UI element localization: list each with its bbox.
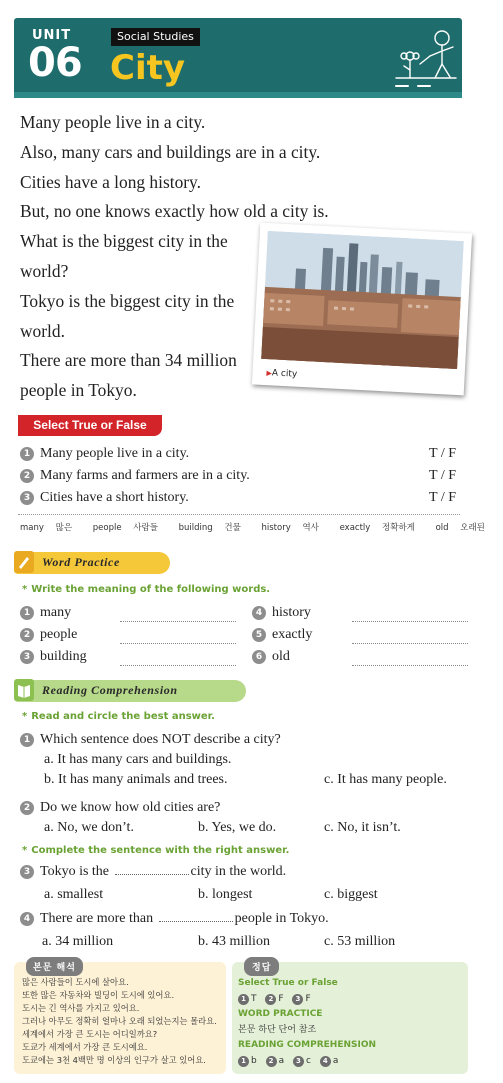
wp-word-text: old (272, 649, 290, 664)
question-stem: Which sentence does NOT describe a city? (40, 732, 281, 747)
vocab-ko: 오래된 (460, 523, 485, 533)
wp-word-text: people (40, 627, 78, 642)
answer-number: 1 (238, 994, 249, 1005)
story-line: But, no one knows exactly how old a city is. (20, 201, 329, 222)
answer-tf-row (238, 992, 376, 1008)
instruction-text: Complete the sentence with the right answer. (31, 845, 290, 856)
photo-caption-text: A city (271, 368, 298, 380)
vocab-en: history (261, 523, 291, 533)
item-number: 4 (252, 606, 266, 620)
answer-pair (320, 1056, 339, 1066)
wp-answer-line[interactable] (120, 621, 236, 622)
answer-number: 2 (266, 1056, 277, 1067)
vocab-entry (436, 523, 494, 533)
book-icon (14, 679, 34, 701)
option-c[interactable]: c. biggest (324, 887, 378, 902)
question-3 (20, 862, 470, 905)
wp-word-text: exactly (272, 627, 313, 642)
translation-line: 많은 사람들이 도시에 살아요. (22, 977, 129, 987)
vocab-entry (93, 523, 167, 533)
tf-item (20, 465, 460, 487)
question-4 (20, 909, 470, 952)
translation-lines (22, 976, 217, 1067)
tf-choice[interactable]: T / F (429, 446, 456, 461)
option-a[interactable]: a. smallest (44, 887, 104, 902)
vocab-en: building (178, 523, 213, 533)
tf-item (20, 487, 460, 509)
star-icon: * (22, 711, 28, 722)
story-line: Tokyo is the biggest city in the (20, 290, 235, 311)
story-line: people in Tokyo. (20, 380, 137, 401)
answer-key-lines (238, 976, 376, 1069)
reading-instruction-2 (22, 845, 289, 856)
answer-pair (265, 994, 283, 1004)
vocab-entry (179, 523, 250, 533)
tf-statement: Cities have a short history. (40, 490, 189, 505)
answer-key-heading: 정답 (244, 957, 279, 976)
story-line: Many people live in a city. (20, 112, 206, 132)
tf-statement: Many people live in a city. (40, 446, 190, 461)
item-number: 2 (20, 469, 34, 483)
wp-word (20, 627, 77, 643)
wp-answer-line[interactable] (352, 665, 468, 666)
wp-answer-line[interactable] (352, 643, 468, 644)
answer-value: a (278, 1055, 285, 1066)
vocab-entry (340, 523, 424, 533)
answer-wp-heading: WORD PRACTICE (238, 1009, 323, 1019)
answer-blank[interactable] (159, 910, 233, 922)
story-line: Cities have a long history. (20, 171, 201, 192)
option-a[interactable]: a. 34 million (42, 934, 114, 949)
answer-value: a (332, 1055, 339, 1066)
story-line: world? (20, 260, 69, 281)
unit-header (14, 18, 462, 98)
unit-number: 06 (28, 40, 82, 86)
answer-options (20, 750, 470, 770)
translation-line: 도시는 긴 역사를 가지고 있어요. (22, 1003, 140, 1013)
word-practice-banner (14, 552, 170, 574)
option-c[interactable]: c. No, it isn’t. (324, 820, 401, 835)
question-text (20, 798, 470, 818)
star-icon: * (22, 584, 28, 595)
wp-answer-line[interactable] (120, 665, 236, 666)
answer-value: b (251, 1055, 257, 1066)
header-band (14, 92, 462, 98)
vocab-ko: 많은 (55, 523, 73, 533)
instruction-text: Write the meaning of the following words. (31, 584, 271, 595)
tf-choice[interactable]: T / F (429, 468, 456, 483)
answer-number: 1 (238, 1056, 249, 1067)
question-text (20, 730, 470, 750)
vocab-ko: 사람들 (133, 523, 158, 533)
answer-pair (293, 1056, 311, 1066)
vocab-entry (20, 523, 81, 533)
item-number: 6 (252, 650, 266, 664)
item-number: 2 (20, 801, 34, 815)
option-c[interactable]: c. It has many people. (324, 772, 447, 787)
answer-number: 3 (292, 994, 303, 1005)
question-text (20, 909, 470, 929)
unit-title: City (110, 48, 186, 88)
city-skyline-image (261, 231, 463, 369)
question-2 (20, 798, 470, 838)
item-number: 1 (20, 733, 34, 747)
vocab-en: many (20, 523, 44, 533)
item-number: 1 (20, 606, 34, 620)
answer-pair (266, 1056, 285, 1066)
vocab-entry (262, 523, 328, 533)
translation-line: 도쿄에는 3천 4백만 명 이상의 인구가 살고 있어요. (22, 1055, 206, 1065)
wp-word (252, 649, 290, 665)
answer-value: c (305, 1055, 311, 1066)
story-line: world. (20, 320, 65, 341)
answer-key-box (232, 962, 468, 1074)
divider (18, 514, 460, 515)
answer-number: 3 (293, 1056, 304, 1067)
instruction-text: Read and circle the best answer. (31, 711, 215, 722)
star-icon: * (22, 845, 28, 856)
wp-word-text: history (272, 605, 311, 620)
vocab-en: exactly (339, 523, 371, 533)
answer-pair (292, 994, 310, 1004)
translation-line: 도쿄가 세계에서 가장 큰 도시예요. (22, 1042, 148, 1052)
vocab-glossary (20, 521, 503, 533)
option-c[interactable]: c. 53 million (324, 934, 396, 949)
wp-word (252, 627, 312, 643)
story-line: There are more than 34 million (20, 350, 237, 371)
reading-title: Reading Comprehension (42, 683, 178, 697)
story-line: What is the biggest city in the (20, 231, 228, 252)
answer-options (20, 885, 470, 905)
answer-options (20, 770, 470, 790)
reading-instruction-1 (22, 711, 215, 722)
question-stem-start: There are more than (40, 911, 154, 926)
answer-value: F (305, 993, 311, 1004)
item-number: 4 (20, 912, 34, 926)
subject-badge: Social Studies (111, 28, 200, 46)
item-number: 3 (20, 650, 34, 664)
option-a[interactable]: a. No, we don’t. (44, 820, 134, 835)
answer-options (20, 932, 470, 952)
pencil-icon (14, 551, 34, 573)
reading-banner (14, 680, 246, 702)
wp-word (20, 605, 71, 621)
question-stem-end: people in Tokyo. (234, 911, 329, 926)
translation-line: 세계에서 가장 큰 도시는 어디일까요? (22, 1029, 158, 1039)
question-1 (20, 730, 470, 790)
tf-statement: Many farms and farmers are in a city. (40, 468, 250, 483)
true-false-list (20, 443, 460, 509)
item-number: 1 (20, 447, 34, 461)
answer-pair (238, 994, 257, 1004)
translation-heading: 본문 해석 (26, 957, 83, 976)
word-practice-title: Word Practice (42, 555, 120, 569)
wp-answer-line[interactable] (352, 621, 468, 622)
unit-label: UNIT (32, 28, 72, 43)
option-b[interactable]: b. 43 million (198, 934, 270, 949)
question-stem: Do we know how old cities are? (40, 800, 221, 815)
answer-blank[interactable] (115, 863, 189, 875)
answer-value: T (251, 993, 257, 1004)
tf-item (20, 443, 460, 465)
option-a[interactable]: a. It has many cars and buildings. (44, 752, 232, 767)
question-text (20, 862, 470, 882)
city-photo-frame (252, 223, 472, 396)
word-practice-instruction (22, 584, 270, 595)
answer-options (20, 818, 470, 838)
vocab-ko: 역사 (302, 523, 319, 533)
vocab-ko: 정확하게 (382, 523, 415, 533)
wp-word (252, 605, 311, 621)
answer-number: 4 (320, 1056, 331, 1067)
caption-triangle-icon: ▶ (266, 369, 273, 378)
answer-wp-note: 본문 하단 단어 참조 (238, 1024, 317, 1035)
kid-doodle-icon (390, 26, 460, 92)
item-number: 3 (20, 491, 34, 505)
vocab-en: people (92, 523, 122, 533)
city-photo (261, 231, 463, 369)
option-b[interactable]: b. It has many animals and trees. (44, 772, 228, 787)
vocab-ko: 건물 (224, 523, 241, 533)
answer-tf-heading: Select True or False (238, 978, 338, 988)
true-false-label: Select True or False (18, 415, 162, 436)
story-line: Also, many cars and buildings are in a city. (20, 141, 321, 162)
bottom-section (14, 962, 468, 1074)
option-b[interactable]: b. Yes, we do. (198, 820, 277, 835)
wp-word-text: building (40, 649, 87, 664)
option-b[interactable]: b. longest (198, 887, 253, 902)
answer-number: 2 (265, 994, 276, 1005)
translation-box (14, 962, 226, 1074)
translation-line: 또한 많은 자동차와 빌딩이 도시에 있어요. (22, 990, 175, 1000)
item-number: 3 (20, 865, 34, 879)
question-stem-end: city in the world. (190, 864, 287, 879)
answer-rc-heading: READING COMPREHENSION (238, 1040, 377, 1050)
translation-line: 그러나 아무도 정확히 얼마나 오래 되었는지는 몰라요. (22, 1016, 217, 1026)
answer-value: F (278, 993, 284, 1004)
item-number: 5 (252, 628, 266, 642)
tf-choice[interactable]: T / F (429, 490, 456, 505)
vocab-en: old (435, 523, 449, 533)
wp-word-text: many (40, 605, 72, 620)
question-stem-start: Tokyo is the (40, 864, 110, 879)
item-number: 2 (20, 628, 34, 642)
photo-caption (266, 368, 297, 380)
answer-pair (238, 1056, 257, 1066)
answer-rc-row (238, 1054, 376, 1070)
wp-word (20, 649, 87, 665)
wp-answer-line[interactable] (120, 643, 236, 644)
